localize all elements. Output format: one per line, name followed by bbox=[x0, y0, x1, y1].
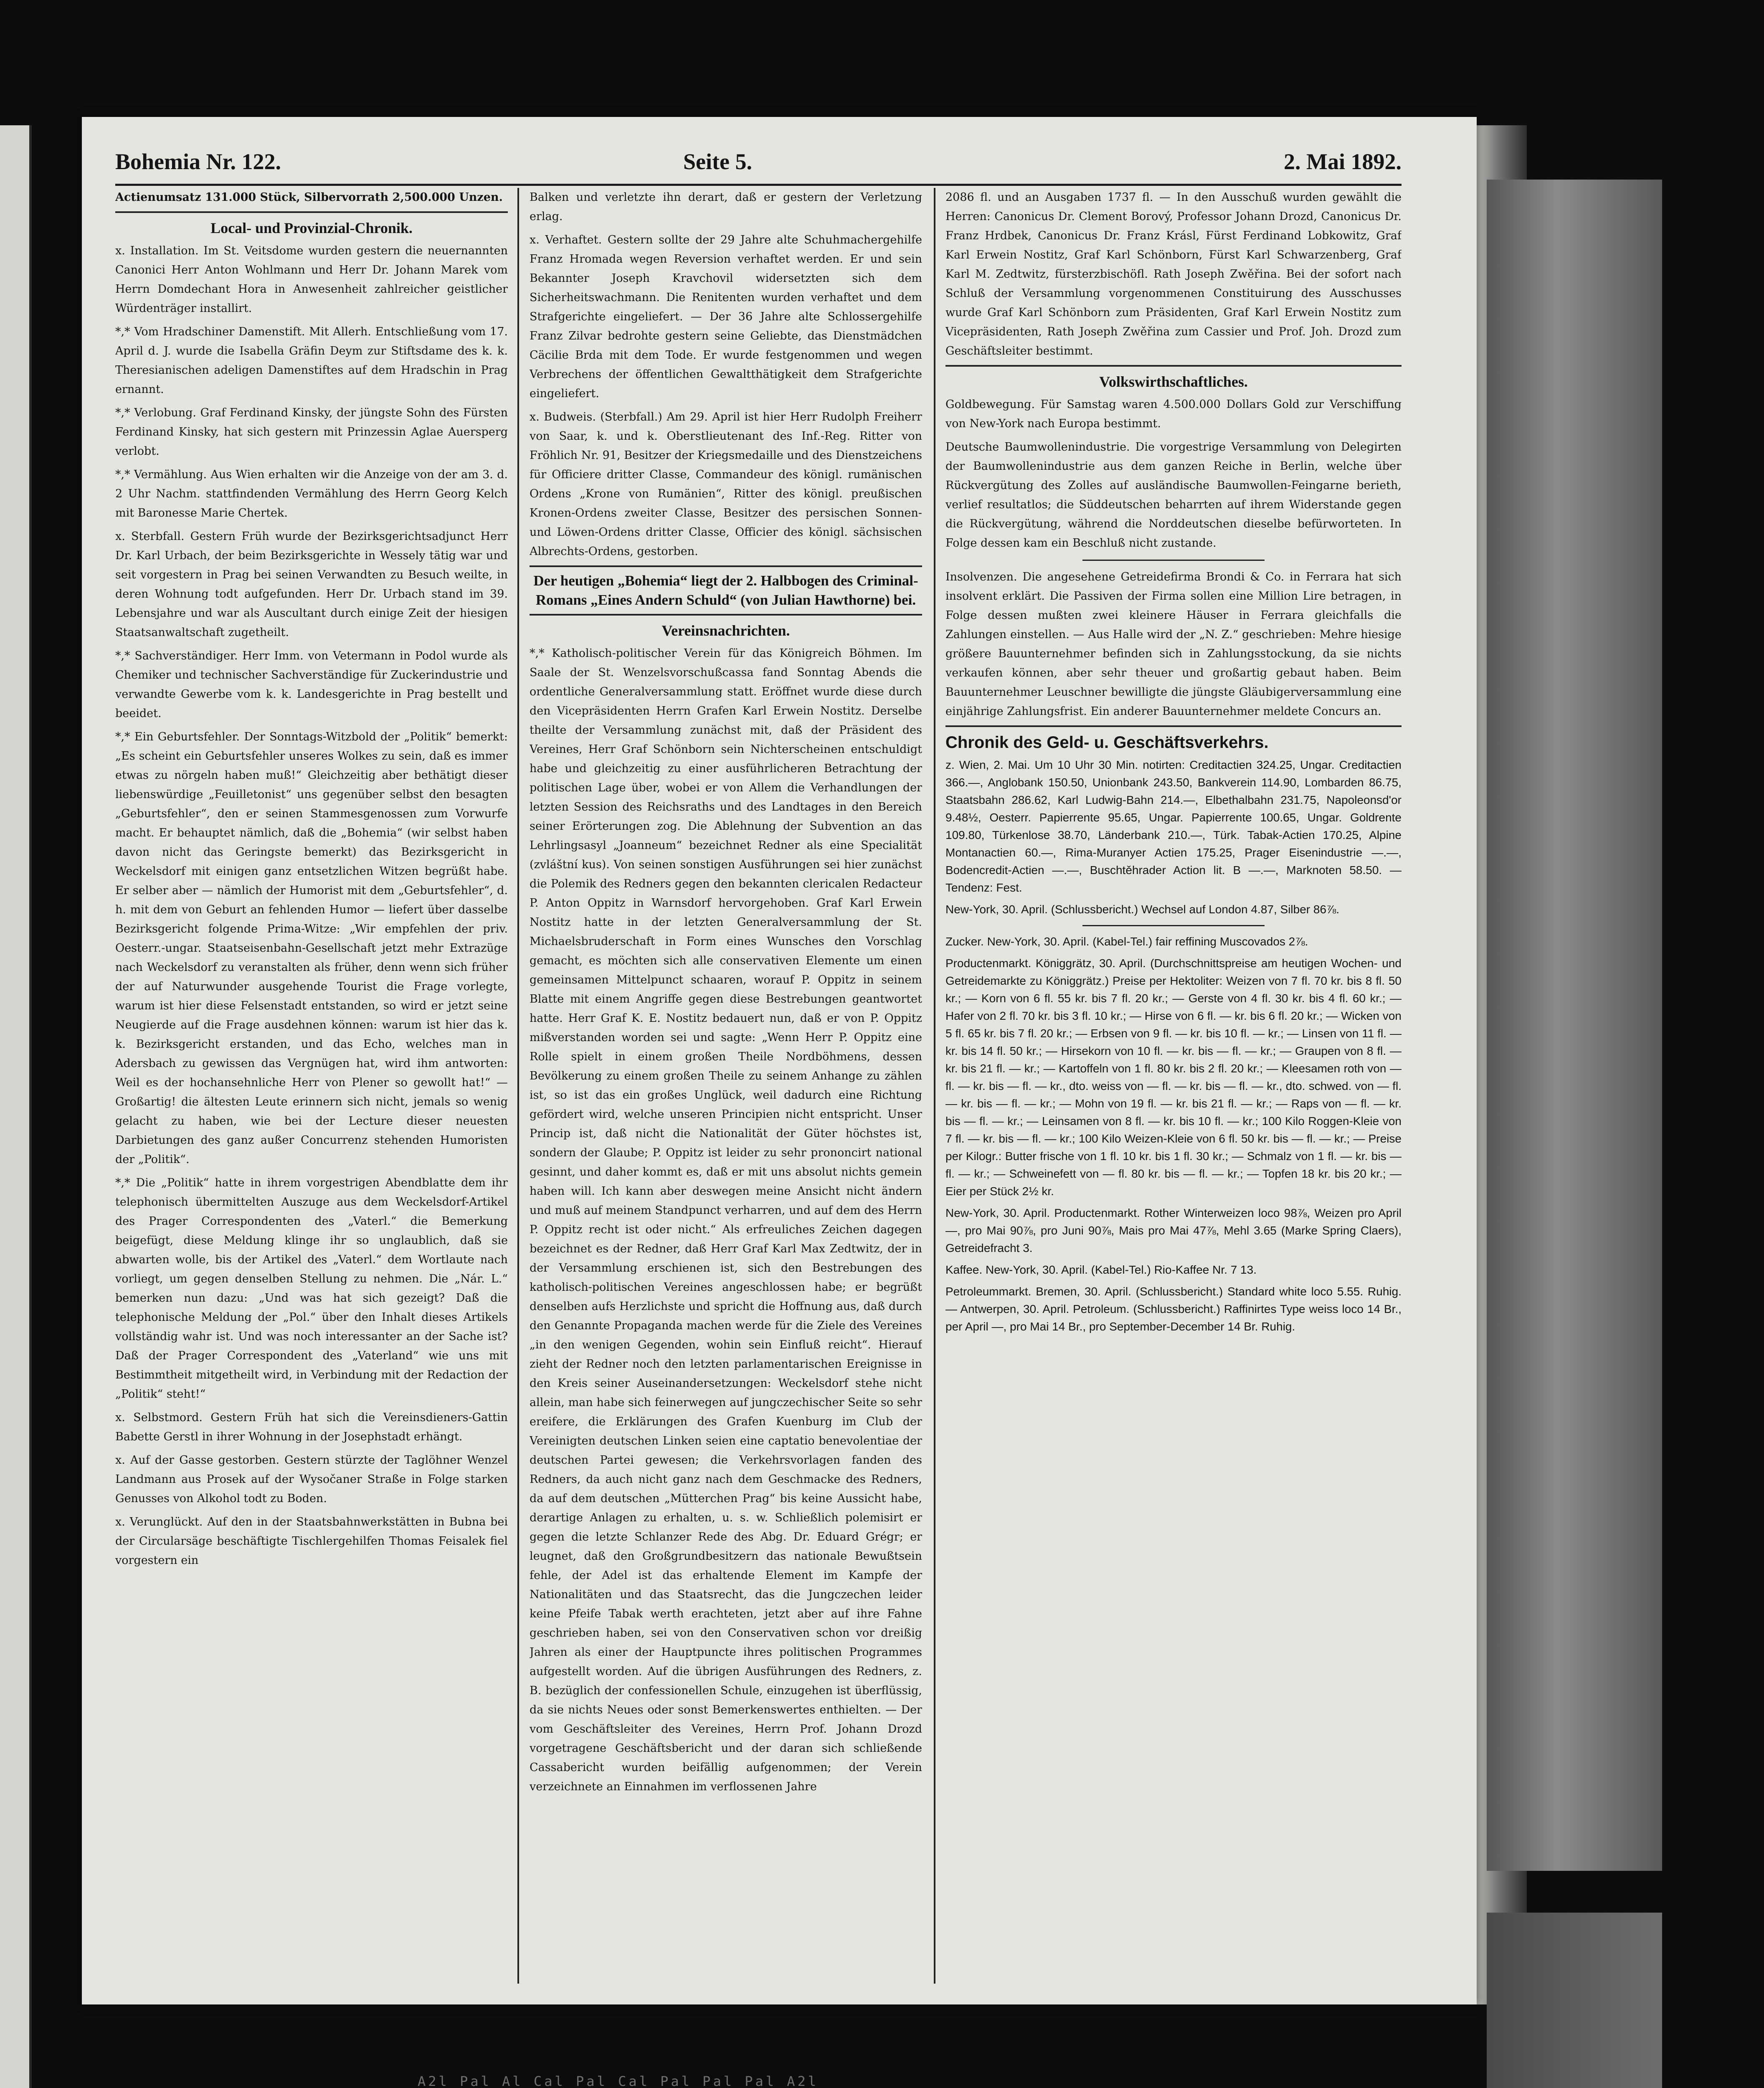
article-damenstift: *,* Vom Hradschiner Damenstift. Mit Allerh. Entschließung vom 17. April d. J. wurde die Isabella Gräfin Deym zur Stiftsdame des k. k. Theresianischen adeligen Damenstiftes auf dem Hradschin in Prag ernannt. bbox=[115, 325, 508, 396]
article-sachverstaendiger: *,* Sachverständiger. Herr Imm. von Vetermann in Podol wurde als Chemiker und technischer Sachverständige für Zuckerindustrie und verwandte Gewerbe vom k. k. Landesgerichte in Prag bestellt und beeidet. bbox=[115, 649, 508, 720]
article-verungluckt: x. Verunglückt. Auf den in der Staatsbahnwerkstätten in Bubna bei der Circularsäge beschäftigte Tischlergehilfen Thomas Feisalek fiel vorgestern ein bbox=[115, 1515, 508, 1567]
page-header bbox=[115, 146, 1402, 180]
article-vermaehlung: *,* Vermählung. Aus Wien erhalten wir die Anzeige von der am 3. d. 2 Uhr Nachm. stattfindenden Vermählung des Herrn Georg Kelch mit Baronesse Marie Chertek. bbox=[115, 468, 508, 519]
article-goldbewegung: Goldbewegung. Für Samstag waren 4.500.000 Dollars Gold zur Verschiffung von New-York nach Europa bestimmt. bbox=[945, 398, 1402, 430]
article-geburtsfehler: *,* Ein Geburtsfehler. Der Sonntags-Witzbold der „Politik“ bemerkt: „Es scheint ein Geburtsfehler unseres Wolkes zu sein, daß es immer etwas zu nörgeln haben muß!“ Gleichzeitig aber bethätigt dieser liebenswürdige „Feuilletonist“ uns gegenüber selbst den besagten „Geburtsfehler“, den er seinen Stammesgenossen zum Vorwurfe macht. Er behauptet nämlich, daß die „Bohemia“ (wir selbst haben davon nicht das Geringste bemerkt) das Bezirksgericht in Weckelsdorf mit einigen ganz entsetzlichen Witzen begrüßt habe. Er selber aber — nämlich der Humorist mit dem „Geburtsfehler“, d. h. mit dem von Geburt an fehlenden Humor — liefert über dasselbe Bezirksgericht folgende Prima-Witze: „Wir empfehlen der priv. Oesterr.-ungar. Staatseisenbahn-Gesellschaft jetzt mehr Extrazüge nach Weckelsdorf zu veranstalten als früher, denn wenn sich früher der auf Naturwunder ausgehende Tourist die Frage vorlegte, warum ist hier diese Felsenstadt entstanden, so wird er jetzt seine Neugierde auf die Frage ausdehnen können: warum ist hier das k. k. Bezirksgericht erstanden, und das Echo, welches man in Adersbach zu gewissen das Vergnügen hat, wird ihm antworten: Weil es der hochansehnliche Herr von Plener so gewollt hat!“ — Großartig! die ältesten Leute erinnern sich nicht, jemals so wenig gelacht zu haben, wie bei der Lecture dieser neuesten Darbietungen des ganz außer Concurrenz stehenden Humoristen der „Politik“. bbox=[115, 730, 508, 1166]
column-1 bbox=[115, 188, 508, 1984]
divider bbox=[945, 725, 1402, 727]
article-politik: *,* Die „Politik“ hatte in ihrem vorgestrigen Abendblatte dem ihr telephonisch übermittelten Auszuge aus dem Weckelsdorf-Artikel des Prager Correspondenten des „Vaterl.“ die Bemerkung beigefügt, diese Meldung klinge ihr so unglaublich, daß sie abwarten wolle, bis der Artikel des „Vaterl.“ dem Wortlaute nach vorliegt, um gegen denselben Stellung zu nehmen. Die „Nár. L.“ bemerken nun dazu: „Und was hat sich gezeigt? Daß die telephonische Meldung der „Pol.“ über den Inhalt dieses Artikels vollständig wahr ist. Und was noch interessanter an der Sache ist? Daß der Prager Correspondent des „Vaterland“ wie uns mit Bestimmtheit mitgetheilt wird, in Verbindung mit der Redaction der „Politik“ steht!“ bbox=[115, 1176, 508, 1401]
article-katholisch-politischer-verein: *,* Katholisch-politischer Verein für das Königreich Böhmen. Im Saale der St. Wenzelsvorschußcassa fand Sonntag Abends die ordentliche Generalversammlung statt. Eröffnet wurde diese durch den Vicepräsidenten Herrn Grafen Karl Erwein Nostitz. Derselbe theilte der Versammlung zunächst mit, daß der Präsident des Vereines, Herr Graf Schönborn sein Nichterscheinen entschuldigt habe und gleichzeitig zu einer ausführlicheren Betrachtung der politischen Lage über, wobei er von Allem die Verhandlungen der letzten Session des Reichsraths und des Landtages in den Bereich seiner Erörterungen zog. Die Ablehnung der Subvention an das Lehrlingsasyl „Joanneum“ bezeichnet Redner als eine Specialität (zvláštní kus). Von seinen sonstigen Ausführungen sei hier zunächst die Polemik des Redners gegen den bekannten clericalen Redacteur P. Anton Oppitz in Warnsdorf hervorgehoben. Graf Karl Erwein Nostitz hatte in der letzten Generalversammlung der St. Michaelsbruderschaft in Form eines Wunsches den Vorschlag gemacht, es möchten sich alle conservativen Elemente um einen gemeinsamen Mittelpunct schaaren, worauf P. Oppitz in seinem Blatte mit einem Angriffe gegen diese Bestrebungen geantwortet hatte. Herr Graf K. E. Nostitz bedauert nun, daß er von P. Oppitz mißverstanden worden sei und sagte: „Wenn Herr P. Oppitz eine Rolle spielt in einem großen Theile Nordböhmens, dessen Bevölkerung zu einem großen Theile zu seinem Anhange zu zählen ist, so ist das ein großes Unglück, weil dadurch eine Richtung gefördert wird, welche unseren Principien nicht entspricht. Unser Princip ist, daß nicht die Nationalität der Güter höchstes ist, sondern der Glaube; P. Oppitz ist leider zu sehr prononcirt national gesinnt, und daher kommt es, daß er mit uns absolut nichts gemein haben will. Ich kann aber deswegen meine Ansicht nicht ändern und muß auf meinem Standpunct verharren, und auf dem des Herrn P. Oppitz recht ist oder nicht.“ Als erfreuliches Zeichen dagegen bezeichnet es der Redner, daß Herr Graf Karl Max Zedtwitz, der in der Versammlung erschienen ist, sich den Bestrebungen des katholisch-politischen Vereines angeschlossen habe; er begrüßt denselben aufs Herzlichste und spricht die Hoffnung aus, daß durch den Genannte Propaganda machen werde für die Ziele des Vereines „in den wenigen Gegenden, wohin sein Einfluß reicht“. Hierauf zieht der Redner noch den letzten parlamentarischen Ereignisse in den Kreis seiner Auseinandersetzungen: Weckelsdorf stehe nicht allein, man habe sich feinerwegen auf jungczechischer Seite so sehr ereifere, die Erklärungen des Grafen Kuenburg im Club der Vereinigten deutschen Linken seien eine captatio benevolentiae der deutschen Partei gewesen; die Verkehrsvorlagen fanden des Redners, da auch nicht ganz nach dem Geschmacke des Redners, da auf dem deutschen „Mütterchen Prag“ bis keine Aussicht habe, derartige Anlagen zu erhalten, u. s. w. Schließlich polemisirt er gegen die letzte Schlanzer Rede des Abg. Dr. Eduard Grégr; er leugnet, daß den Großgrundbesitzern das nationale Bewußtsein fehle, der Adel ist das erhaltende Element im Kampfe der Nationalitäten und das Staatsrecht, das die Jungczechen leider keine Pfeife Tabak werth erachteten, jetzt aber auf ihre Fahne geschrieben haben, sei von den Conservativen schon vor dreißig Jahren als einer der Hauptpuncte ihres politischen Programmes aufgestellt worden. Auf die übrigen Ausführungen des Redners, z. B. bezüglich der confessionellen Schule, einzugehen ist überflüssig, da sie nichts Neues oder sonst Bemerkenswertes enthielten. — Der vom Geschäftsleiter des Vereines, Herrn Prof. Johann Drozd vorgetragene Geschäftsbericht und der daran sich schließende Cassabericht wurden beifällig aufgenommen; der Verein verzeichnete an Einnahmen im verflossenen Jahre bbox=[530, 647, 922, 1793]
market-productenmarkt-koeniggraetz: Productenmarkt. Königgrätz, 30. April. (Durchschnittspreise am heutigen Wochen- und Getreidemarkte zu Königgrätz.) Preise per Hektoliter: Weizen von 7 fl. 70 kr. bis 8 fl. 50 kr.; — Korn von 6 fl. 55 kr. bis 7 fl. 20 kr.; — Gerste von 4 fl. 30 kr. bis 4 fl. 60 kr.; — Hafer von 2 fl. 70 kr. bis 3 fl. 10 kr.; — Hirse von 6 fl. — kr. bis 6 fl. 20 kr.; — Wicken von 5 fl. 65 kr. bis 7 fl. 20 kr.; — Erbsen von 9 fl. — kr. bis 10 fl. — kr.; — Linsen von 11 fl. — kr. bis 14 fl. 50 kr.; — Hirsekorn von 10 fl. — kr. bis — fl. — kr.; — Graupen von 8 fl. — kr. bis 21 fl. — kr.; — Kartoffeln von 1 fl. 80 kr. bis 2 fl. 20 kr.; — Kleesamen roth von — fl. — kr. bis — fl. — kr., dto. weiss von — fl. — kr. bis — fl. — kr., dto. schwed. von — fl. — kr. bis — fl. — kr.; — Mohn von 19 fl. — kr. bis 21 fl. — kr.; — Raps von — fl. — kr. bis — fl. — kr.; — Leinsamen von 8 fl. — kr. bis 10 fl. — kr.; 100 Kilo Roggen-Kleie von 7 fl. — kr. bis — fl. — kr.; 100 Kilo Weizen-Kleie von 6 fl. 50 kr. bis — fl. — kr.; — Preise per Kilogr.: Butter frische von 1 fl. 10 kr. bis 1 fl. 30 kr.; — Schmalz von 1 fl. — kr. bis — fl. — kr.; — Schweinefett von — fl. 80 kr. bis — fl. — kr.; — Topfen 18 kr. bis 20 kr.; — Eier per Stück 2½ kr. bbox=[945, 957, 1402, 1198]
article-installation: x. Installation. Im St. Veitsdome wurden gestern die neuernannten Canonici Herr Anton Wohlmann und Herr Dr. Johann Marek vom Herrn Domdechant Hora in Anwesenheit zahlreicher geistlicher Würdenträger installirt. bbox=[115, 244, 508, 315]
article-ausschuss: 2086 fl. und an Ausgaben 1737 fl. — In den Ausschuß wurden gewählt die Herren: Canonicus Dr. Clement Borový, Professor Johann Drozd, Canonicus Dr. Franz Hrdbek, Canonicus Dr. Franz Krásl, Fürst Ferdinand Lobkowitz, Graf Karl Erwein Nostitz, Graf Karl Schönborn, Fürst Karl Schwarzenberg, Graf Karl M. Zedtwitz, fürsterzbischöfl. Rath Joseph Zwěřina. Bei der sofort nach Schluß der Versammlung vorgenommenen Constituirung des Ausschusses wurde Graf Karl Schönborn zum Präsidenten, Graf Karl Erwein Nostitz zum Vicepräsidenten, Rath Joseph Zwěřina zum Cassier und Prof. Joh. Drozd zum Geschäftsleiter bestimmt. bbox=[945, 191, 1402, 357]
column-separator-1 bbox=[517, 188, 519, 1984]
market-petroleum: Petroleummarkt. Bremen, 30. April. (Schlussbericht.) Standard white loco 5.55. Ruhig. — Antwerpen, 30. April. Petroleum. (Schlussbericht.) Raffinirtes Type weiss loco 14 Br., per April —, pro Mai 14 Br., pro September-December 14 Br. Ruhig. bbox=[945, 1285, 1402, 1333]
previous-page-edge bbox=[0, 125, 32, 2088]
market-newyork-products: New-York, 30. April. Productenmarkt. Rother Winterweizen loco 98⅞, Weizen pro April —, pro Mai 90⅞, pro Juni 90⅞, Mais pro Mai 47⅞, Mehl 3.65 (Marke Spring Claers), Getreidefracht 3. bbox=[945, 1206, 1402, 1254]
article-verhaftet: x. Verhaftet. Gestern sollte der 29 Jahre alte Schuhmachergehilfe Franz Hromada wegen Reversion verhaftet werden. Er und sein Bekannter Joseph Kravchovil widersetzten sich dem Sicherheitswachmann. Die Renitenten wurden verhaftet und dem Strafgerichte eingeliefert. — Der 36 Jahre alte Schlossergehilfe Franz Zilvar bedrohte gestern seine Geliebte, das Dienstmädchen Cäcilie Brda mit dem Tode. Er wurde festgenommen und wegen Verbrechens der öffentlichen Gewaltthätigkeit dem Strafgerichte eingeliefert. bbox=[530, 233, 922, 400]
divider bbox=[530, 614, 922, 616]
market-newyork-exchange: New-York, 30. April. (Schlussbericht.) Wechsel auf London 4.87, Silber 86⅞. bbox=[945, 903, 1340, 916]
divider-short bbox=[1082, 925, 1265, 926]
article-budweis: x. Budweis. (Sterbfall.) Am 29. April ist hier Herr Rudolph Freiherr von Saar, k. und k. Oberstlieutenant des Inf.-Reg. Ritter von Fröhlich Nr. 91, Besitzer der Kriegsmedaille und des Dienstzeichens für Officiere dritter Classe, Commandeur des königl. rumänischen Ordens „Krone von Rumänien“, Ritter des königl. preußischen Kronen-Ordens zweiter Classe, Besitzer des persischen Sonnen- und Löwen-Ordens dritter Classe, Officier des königl. sächsischen Albrechts-Ordens, gestorben. bbox=[530, 411, 922, 558]
share-turnover: Actienumsatz 131.000 Stück, Silbervorrath 2,500.000 Unzen. bbox=[115, 191, 503, 204]
divider bbox=[945, 365, 1402, 367]
article-verlobung: *,* Verlobung. Graf Ferdinand Kinsky, der jüngste Sohn des Fürsten Ferdinand Kinsky, hat sich gestern mit Prinzessin Aglae Auersperg verlobt. bbox=[115, 406, 508, 458]
section-title-chronik: Chronik des Geld- u. Geschäftsverkehrs. bbox=[945, 733, 1269, 752]
divider bbox=[115, 211, 508, 213]
adjacent-page-edge bbox=[1487, 180, 1662, 1871]
section-title-volkswirthschaftliches: Volkswirthschaftliches. bbox=[1099, 373, 1248, 390]
supplement-announcement: Der heutigen „Bohemia“ liegt der 2. Halbbogen des Criminal-Romans „Eines Andern Schuld“ (von Julian Hawthorne) bei. bbox=[533, 573, 918, 608]
newspaper-page bbox=[82, 117, 1477, 2004]
divider-short bbox=[1082, 560, 1265, 561]
adjacent-page-edge-lower bbox=[1487, 1913, 1662, 2088]
header-rule bbox=[115, 184, 1402, 186]
section-title-local-chronicle: Local- und Provinzial-Chronik. bbox=[210, 220, 413, 236]
column-2 bbox=[530, 188, 922, 1984]
article-continued: Balken und verletzte ihn derart, daß er gestern der Verletzung erlag. bbox=[530, 191, 922, 223]
column-3 bbox=[945, 188, 1402, 1984]
header-center: Seite 5. bbox=[683, 149, 752, 174]
market-zucker: Zucker. New-York, 30. April. (Kabel-Tel.) fair reffining Muscovados 2⅞. bbox=[945, 935, 1308, 948]
market-wien: z. Wien, 2. Mai. Um 10 Uhr 30 Min. notirten: Creditactien 324.25, Ungar. Creditactien 366.—, Anglobank 150.50, Unionbank 243.50, Bankverein 114.90, Lombarden 86.75, Staatsbahn 286.62, Karl Ludwig-Bahn 214.—, Elbethalbahn 231.75, Napoleonsd'or 9.48½, Oesterr. Papierrente 95.65, Ungar. Papierrente 100.65, Ungar. Goldrente 109.80, Türkenlose 38.70, Länderbank 210.—, Türk. Tabak-Actien 170.25, Alpine Montanactien 60.—, Rima-Muranyer Actien 175.25, Prager Eisenindustrie —.—, Bodencredit-Actien —.—, Buschtěhrader Action lit. B —.—, Marknoten 58.50. — Tendenz: Fest. bbox=[945, 758, 1402, 894]
article-selbstmord: x. Selbstmord. Gestern Früh hat sich die Vereinsdieners-Gattin Babette Gerstl in ihrer Wohnung in der Josephstadt erhängt. bbox=[115, 1411, 508, 1443]
article-baumwollenindustrie: Deutsche Baumwollenindustrie. Die vorgestrige Versammlung von Delegirten der Baumwollenindustrie aus dem ganzen Reiche in Berlin, welche über Rückvergütung des Zolles auf ausländische Baumwollen-Feingarne berieth, verlief resultatlos; die Süddeutschen beharrten auf ihrem Widerstande gegen die Rückvergütung, während die Norddeutschen dieselbe befürworteten. In Folge dessen kam ein Beschluß nicht zustande. bbox=[945, 441, 1402, 550]
divider bbox=[530, 565, 922, 567]
header-right: 2. Mai 1892. bbox=[1284, 149, 1402, 174]
market-kaffee: Kaffee. New-York, 30. April. (Kabel-Tel.) Rio-Kaffee Nr. 7 13. bbox=[945, 1263, 1257, 1276]
section-title-vereinsnachrichten: Vereinsnachrichten. bbox=[662, 622, 790, 639]
bottom-strip-text: A2l Pal Al Cal Pal Cal Pal Pal Pal A2l bbox=[418, 2073, 819, 2088]
article-sterbfall: x. Sterbfall. Gestern Früh wurde der Bezirksgerichtsadjunct Herr Dr. Karl Urbach, der beim Bezirksgerichte in Wessely tätig war und seit vorgestern in Prag bei seinen Verwandten zu Besuch weilte, in deren Wohnung todt aufgefunden. Herr Dr. Urbach stand im 39. Lebensjahre und war als Auscultant durch einige Zeit der hiesigen Staatsanwaltschaft zugetheilt. bbox=[115, 530, 508, 639]
column-separator-2 bbox=[934, 188, 935, 1984]
article-gasse-gestorben: x. Auf der Gasse gestorben. Gestern stürzte der Taglöhner Wenzel Landmann aus Prosek auf der Wysočaner Straße in Folge starken Genusses von Alkohol todt zu Boden. bbox=[115, 1454, 508, 1505]
article-insolvenzen: Insolvenzen. Die angesehene Getreidefirma Brondi & Co. in Ferrara hat sich insolvent erklärt. Die Passiven der Firma sollen eine Million Lire betragen, in Folge dessen mußten zwei kleinere Häuser in Ferrara gleichfalls die Zahlungen einstellen. — Aus Halle wird der „N. Z.“ geschrieben: Mehre hiesige größere Bauunternehmer befinden sich in Zahlungsstockung, da sie nichts verkaufen können, aber sehr theuer und großartig gebaut haben. Beim Bauunternehmer Leuschner bewilligte die jüngste Gläubigerversammlung eine einjährige Zahlungsfrist. Ein anderer Bauunternehmer meldete Concurs an. bbox=[945, 570, 1402, 718]
header-left: Bohemia Nr. 122. bbox=[115, 149, 281, 174]
